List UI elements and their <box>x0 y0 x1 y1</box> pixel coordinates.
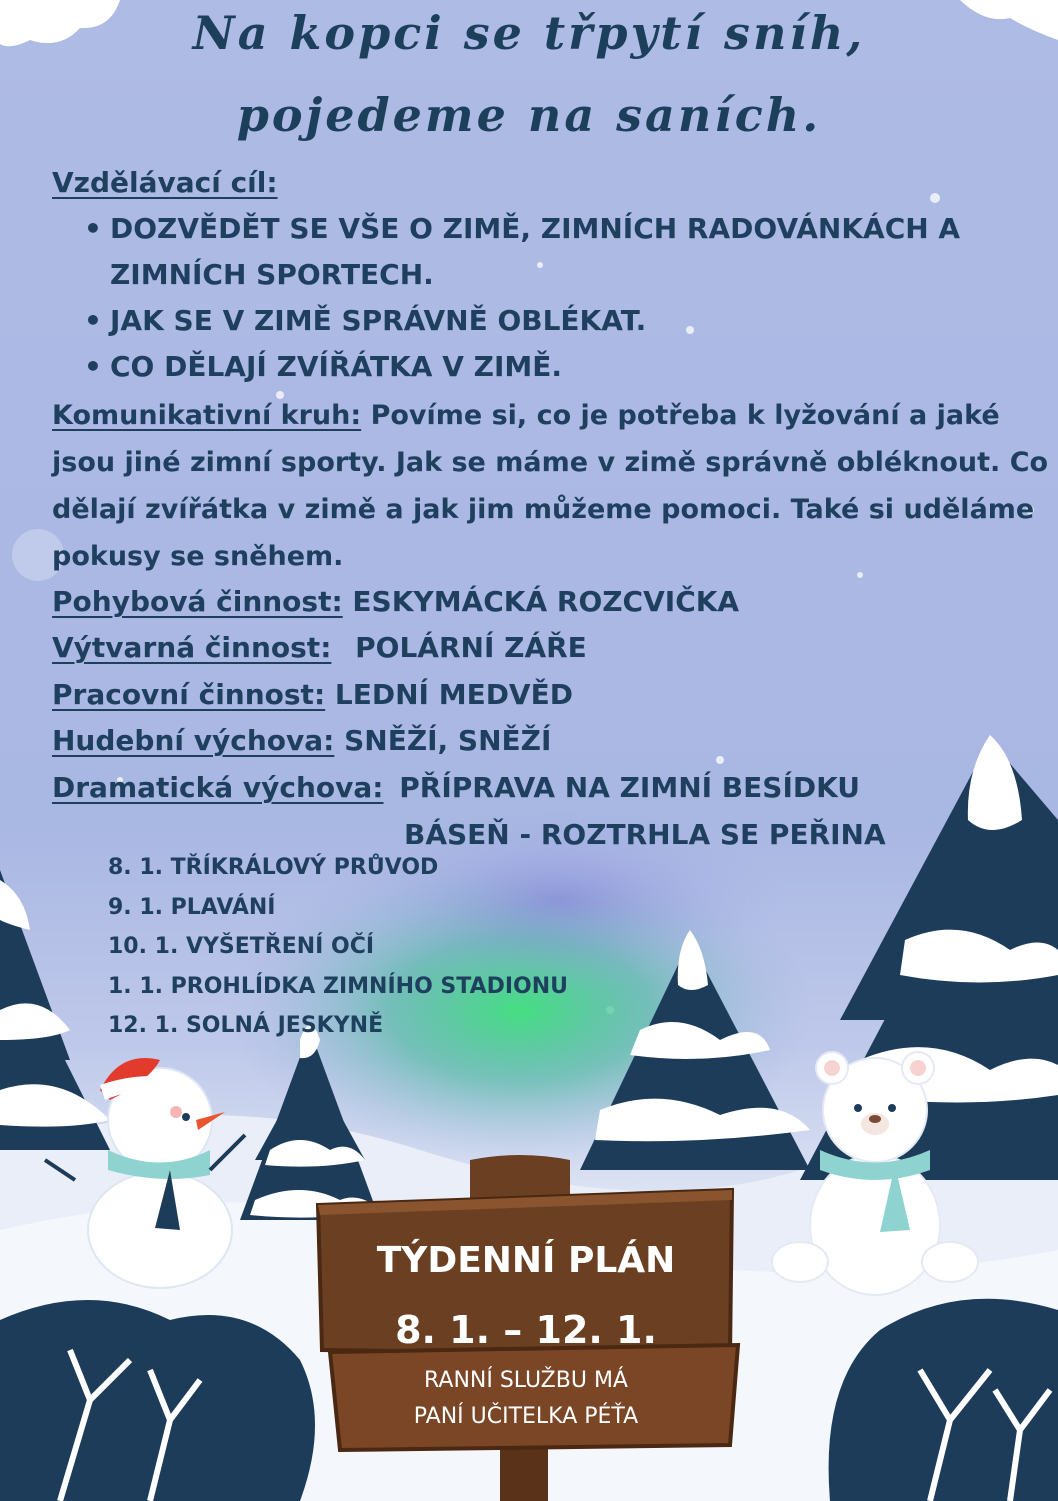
activity-value: ESKYMÁCKÁ ROZCVIČKA <box>352 585 740 618</box>
activity-label: Výtvarná činnost: <box>52 631 332 664</box>
activity-value: SNĚŽÍ, SNĚŽÍ <box>344 724 552 757</box>
activity-label: Pohybová činnost: <box>52 585 343 618</box>
title-line-2: pojedeme na saních. <box>236 88 822 142</box>
goal-item: • DOZVĚDĚT SE VŠE O ZIMĚ, ZIMNÍCH RADOVÁNKÁCH A ZIMNÍCH SPORTECH. <box>84 206 970 298</box>
sign-dates: 8. 1. – 12. 1. <box>395 1308 657 1352</box>
activity-value: LEDNÍ MEDVĚD <box>334 678 573 711</box>
activity-label: Hudební výchova: <box>52 724 335 757</box>
goal-heading <box>52 160 278 206</box>
event-item: 8. 1. TŘÍKRÁLOVÝ PRŮVOD <box>108 855 439 880</box>
title-line-1: Na kopci se třpytí sníh, <box>192 6 866 60</box>
goal-list <box>84 206 970 390</box>
communication-label: Komunikativní kruh: <box>52 400 362 431</box>
communication-paragraph <box>52 392 1052 580</box>
event-item: 9. 1. PLAVÁNÍ <box>108 894 276 920</box>
sign-title: TÝDENNÍ PLÁN <box>376 1240 676 1281</box>
activity-label: Pracovní činnost: <box>52 678 326 711</box>
sign-line-1: RANNÍ SLUŽBU MÁ <box>424 1368 628 1393</box>
event-item: 10. 1. VYŠETŘENÍ OČÍ <box>108 934 375 959</box>
activity-value: POLÁRNÍ ZÁŘE <box>355 631 587 664</box>
tree-left <box>0 870 110 1150</box>
activity-row <box>52 765 860 811</box>
sign-line-2: PANÍ UČITELKA PÉŤA <box>413 1404 639 1429</box>
activity-value: PŘÍPRAVA NA ZIMNÍ BESÍDKU <box>399 771 861 804</box>
activity-label: Dramatická výchova: <box>52 771 384 804</box>
activity-row <box>52 625 587 671</box>
activity-row <box>52 718 551 764</box>
goal-item: • JAK SE V ZIMĚ SPRÁVNĚ OBLÉKAT. <box>84 298 970 344</box>
activity-row <box>52 579 739 625</box>
events-list <box>108 848 568 1046</box>
event-item: 1. 1. PROHLÍDKA ZIMNÍHO STADIONU <box>108 973 569 999</box>
activity-row <box>52 672 573 718</box>
goal-label: Vzdělávací cíl: <box>52 166 278 199</box>
goal-item: • CO DĚLAJÍ ZVÍŘÁTKA V ZIMĚ. <box>84 344 970 390</box>
event-item: 12. 1. SOLNÁ JESKYNĚ <box>108 1013 384 1038</box>
activity-value-second-line: BÁSEŇ - ROZTRHLA SE PEŘINA <box>404 818 886 851</box>
communication-text: Povíme si, co je potřeba k lyžování a jaké jsou jiné zimní sporty. Jak se máme v zimě správně obléknout. Co dělají zvířátka v zimě a jak jim můžeme pomoci. Také si uděláme pokusy se sněhem. <box>52 400 1049 572</box>
